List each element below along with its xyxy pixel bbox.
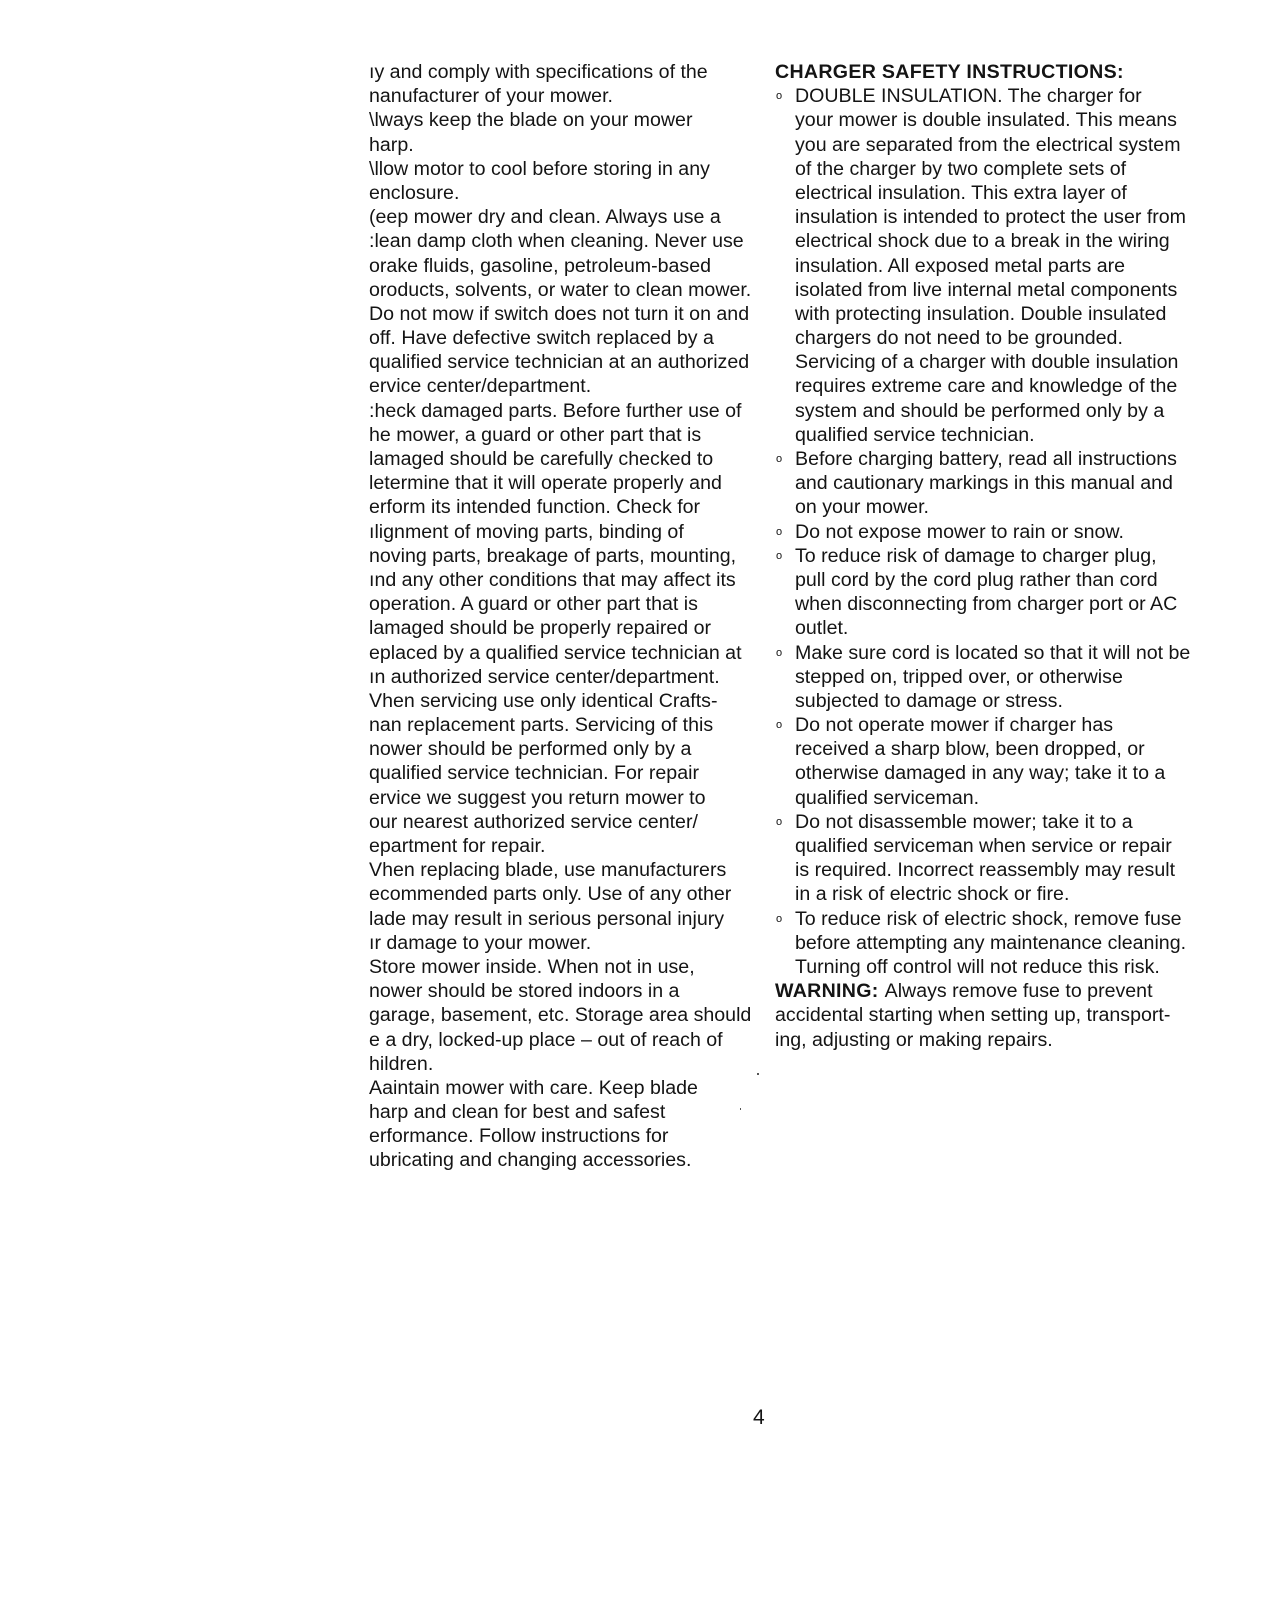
bullet-text: on your mower. xyxy=(795,496,929,519)
bullet-item-line xyxy=(775,254,1215,278)
bullet-text: Servicing of a charger with double insulation xyxy=(795,351,1179,374)
bullet-text: your mower is double insulated. This means xyxy=(795,109,1177,132)
bullet-text: is required. Incorrect reassembly may result xyxy=(795,859,1176,882)
body-text-line: lamaged should be carefully checked to xyxy=(369,448,714,470)
body-text-line: ubricating and changing accessories. xyxy=(369,1149,692,1172)
bullet-item-line xyxy=(775,737,1215,761)
bullet-item-line xyxy=(775,133,1215,157)
bullet-text: before attempting any maintenance cleaning. xyxy=(795,931,1187,954)
bullet-text: you are separated from the electrical system xyxy=(795,133,1181,156)
bullet-item-line xyxy=(775,229,1215,253)
bullet-item-line xyxy=(775,495,1215,519)
body-text-line: nower should be performed only by a xyxy=(369,738,692,761)
bullet-item-line xyxy=(775,616,1215,640)
bullet-text: qualified serviceman. xyxy=(795,786,980,809)
body-text-line: noving parts, breakage of parts, mounting, xyxy=(369,544,737,567)
bullet-item-line xyxy=(775,302,1215,326)
bullet-text: Make sure cord is located so that it will not be xyxy=(795,641,1191,664)
bullet-item-line xyxy=(775,205,1215,229)
bullet-text: and cautionary markings in this manual and xyxy=(795,472,1173,495)
bullet-text: Do not operate mower if charger has xyxy=(795,714,1114,737)
body-text-line: ılignment of moving parts, binding of xyxy=(369,520,684,543)
body-text-line: epartment for repair. xyxy=(369,835,546,857)
body-text-line: orake fluids, gasoline, petroleum-based xyxy=(369,254,712,277)
bullet-text: outlet. xyxy=(795,617,849,640)
bullet-text: Before charging battery, read all instructions xyxy=(795,448,1177,470)
body-text-line: (eep mower dry and clean. Always use a xyxy=(369,206,721,229)
body-text-line: oroducts, solvents, or water to clean mower. xyxy=(369,278,752,301)
bullet-text: qualified service technician. xyxy=(795,423,1035,446)
body-text-line: Vhen replacing blade, use manufacturers xyxy=(369,859,727,882)
bullet-item-line xyxy=(775,181,1215,205)
body-text-line: nan replacement parts. Servicing of this xyxy=(369,714,714,737)
bullet-item-line xyxy=(775,689,1215,713)
bullet-item-line xyxy=(775,374,1215,398)
body-text-line: nower should be stored indoors in a xyxy=(369,980,680,1003)
bullet-text: insulation. All exposed metal parts are xyxy=(795,254,1126,277)
bullet-item-line xyxy=(775,907,1215,931)
body-text-line: our nearest authorized service center/ xyxy=(369,810,698,833)
bullet-icon: o xyxy=(776,453,783,465)
bullet-item-line xyxy=(775,544,1215,568)
bullet-text: otherwise damaged in any way; take it to a xyxy=(795,762,1166,785)
body-text-line: eplaced by a qualified service technician at xyxy=(369,641,742,664)
bullet-item-line xyxy=(775,834,1215,858)
body-text-line: letermine that it will operate properly and xyxy=(369,472,722,495)
body-text-line: ıy and comply with specifications of the xyxy=(369,61,708,83)
bullet-item-line xyxy=(775,108,1215,132)
bullet-text: Do not disassemble mower; take it to a xyxy=(795,810,1133,833)
bullet-item-line xyxy=(775,665,1215,689)
bullet-item-line xyxy=(775,471,1215,495)
bullet-item-line xyxy=(775,447,1215,471)
body-text-line: off. Have defective switch replaced by a xyxy=(369,327,714,350)
bullet-text: requires extreme care and knowledge of the xyxy=(795,375,1178,398)
body-text-line: :lean damp cloth when cleaning. Never use xyxy=(369,230,744,253)
bullet-text: isolated from live internal metal components xyxy=(795,278,1178,301)
warning-text: Always remove fuse to prevent xyxy=(884,980,1153,1003)
bullet-item-line xyxy=(775,955,1215,979)
bullet-icon: o xyxy=(776,525,783,538)
body-text-line: ın authorized service center/department. xyxy=(369,665,720,688)
bullet-text: subjected to damage or stress. xyxy=(795,689,1063,712)
warning-line xyxy=(775,979,1215,1003)
body-text-line: harp and clean for best and safest xyxy=(369,1101,666,1124)
body-text-line: ır damage to your mower. xyxy=(369,931,592,954)
bullet-text: electrical shock due to a break in the wiring xyxy=(795,230,1170,253)
bullet-icon: o xyxy=(776,646,783,659)
bullet-text: To reduce risk of electric shock, remove fuse xyxy=(795,907,1182,930)
bullet-item-line xyxy=(775,423,1215,447)
bullet-item-line xyxy=(775,399,1215,423)
bullet-icon: o xyxy=(776,815,783,828)
bullet-item-line xyxy=(775,592,1215,616)
body-text-line: erformance. Follow instructions for xyxy=(369,1125,669,1148)
bullet-item-line xyxy=(775,858,1215,882)
section-heading: CHARGER SAFETY INSTRUCTIONS: xyxy=(775,61,1124,83)
body-text-line: garage, basement, etc. Storage area should xyxy=(369,1004,752,1027)
body-text-line: he mower, a guard or other part that is xyxy=(369,423,702,446)
bullet-text: Do not expose mower to rain or snow. xyxy=(795,520,1124,543)
body-text-line: lamaged should be properly repaired or xyxy=(369,617,712,640)
body-text-line: ınd any other conditions that may affect its xyxy=(369,568,736,591)
warning-text-line: ing, adjusting or making repairs. xyxy=(775,1028,1053,1051)
bullet-text: pull cord by the cord plug rather than cord xyxy=(795,568,1158,591)
warning-label: WARNING: xyxy=(775,980,879,1003)
body-text-line: \llow motor to cool before storing in any xyxy=(369,157,710,180)
body-text-line: ecommended parts only. Use of any other xyxy=(369,883,732,906)
body-text-line: Store mower inside. When not in use, xyxy=(369,955,695,978)
bullet-item-line xyxy=(775,713,1215,737)
bullet-item-line xyxy=(775,761,1215,785)
bullet-icon: o xyxy=(776,912,783,925)
body-text-line: nanufacturer of your mower. xyxy=(369,85,613,108)
bullet-text: insulation is intended to protect the user from xyxy=(795,206,1187,229)
bullet-item-line xyxy=(775,882,1215,906)
body-text-line: lade may result in serious personal injury xyxy=(369,907,725,930)
bullet-item-line xyxy=(775,641,1215,665)
body-text-line: ervice we suggest you return mower to xyxy=(369,786,706,809)
bullet-icon: o xyxy=(776,549,783,562)
scan-speck xyxy=(740,1108,741,1110)
bullet-text: stepped on, tripped over, or otherwise xyxy=(795,665,1123,688)
bullet-item-line xyxy=(775,278,1215,302)
body-text-line: Aaintain mower with care. Keep blade xyxy=(369,1076,698,1099)
body-text-line: Do not mow if switch does not turn it on and xyxy=(369,302,750,325)
bullet-item-line xyxy=(775,326,1215,350)
bullet-text: in a risk of electric shock or fire. xyxy=(795,883,1070,906)
body-text-line: harp. xyxy=(369,133,414,156)
body-text-line: operation. A guard or other part that is xyxy=(369,593,698,616)
body-text-line: \lways keep the blade on your mower xyxy=(369,109,693,132)
right-column xyxy=(775,60,1215,1052)
bullet-icon: o xyxy=(776,90,783,103)
bullet-item-line xyxy=(775,350,1215,374)
body-text-line: hildren. xyxy=(369,1052,434,1075)
bullet-item-line xyxy=(775,568,1215,592)
body-text-line: qualified service technician. For repair xyxy=(369,762,699,785)
bullet-text: To reduce risk of damage to charger plug, xyxy=(795,544,1157,567)
bullet-item-line xyxy=(775,931,1215,955)
body-text-line: qualified service technician at an authorized xyxy=(369,351,750,374)
bullet-item-line xyxy=(775,786,1215,810)
bullet-item-line xyxy=(775,84,1215,108)
bullet-item-line xyxy=(775,157,1215,181)
bullet-text: Turning off control will not reduce this risk. xyxy=(795,955,1160,978)
body-text-line: :heck damaged parts. Before further use of xyxy=(369,399,742,422)
bullet-icon: o xyxy=(776,719,783,732)
bullet-text: electrical insulation. This extra layer of xyxy=(795,181,1127,204)
warning-text-line: accidental starting when setting up, transport- xyxy=(775,1004,1171,1027)
bullet-item-line xyxy=(775,810,1215,834)
bullet-text: when disconnecting from charger port or AC xyxy=(795,593,1178,616)
bullet-text: of the charger by two complete sets of xyxy=(795,157,1127,180)
bullet-item-line xyxy=(775,520,1215,544)
left-column xyxy=(369,60,754,1173)
scan-speck xyxy=(757,1073,759,1075)
body-text-line: erform its intended function. Check for xyxy=(369,496,701,519)
bullet-text: received a sharp blow, been dropped, or xyxy=(795,738,1145,761)
bullet-text: system and should be performed only by a xyxy=(795,399,1165,422)
body-text-line: ervice center/department. xyxy=(369,375,592,398)
bullet-text: DOUBLE INSULATION. The charger for xyxy=(795,85,1142,108)
bullet-text: qualified serviceman when service or repair xyxy=(795,835,1172,857)
bullet-text: chargers do not need to be grounded. xyxy=(795,327,1123,350)
body-text-line: Vhen servicing use only identical Crafts- xyxy=(369,689,718,712)
page-number: 4 xyxy=(753,1406,765,1429)
bullet-text: with protecting insulation. Double insulated xyxy=(795,302,1167,325)
body-text-line: e a dry, locked-up place – out of reach of xyxy=(369,1028,723,1051)
body-text-line: enclosure. xyxy=(369,181,460,204)
